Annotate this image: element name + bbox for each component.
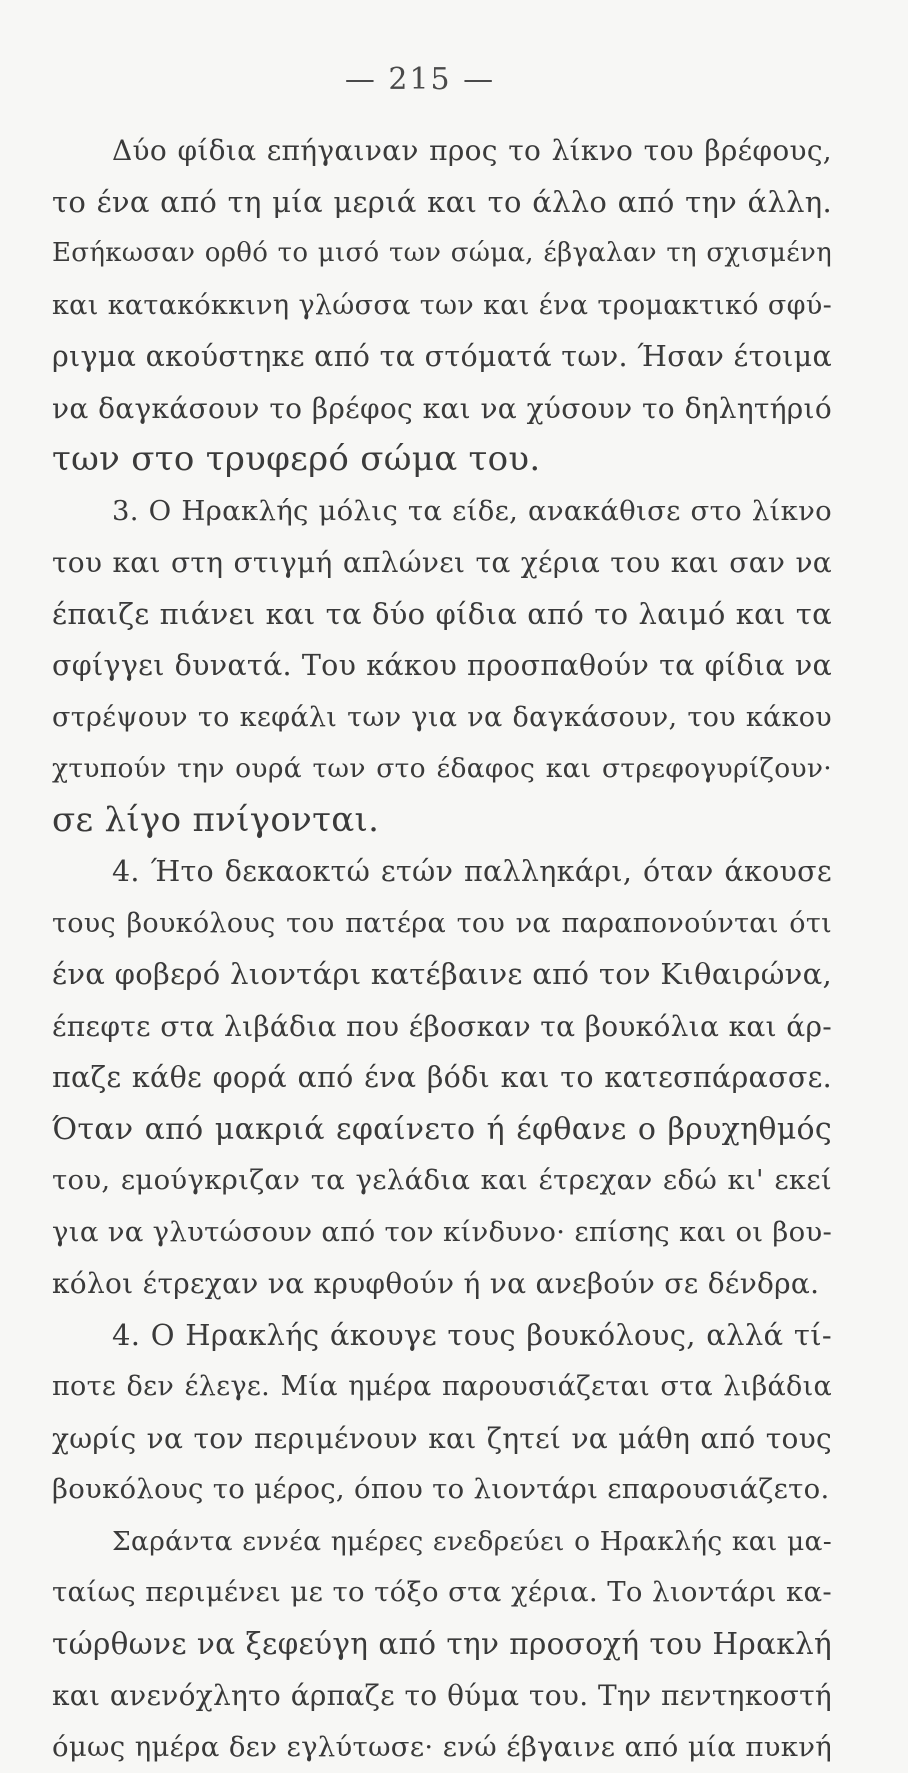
text-line: τους βουκόλους του πατέρα του να παραπονούνται ότι bbox=[52, 898, 832, 950]
text-line: Εσήκωσαν ορθό το μισό των σώμα, έβγαλαν τη σχισμένη bbox=[52, 228, 832, 280]
text-line: τώρθωνε να ξεφεύγη από την προσοχή του Ηρακλή bbox=[52, 1619, 832, 1671]
text-line: ένα φοβερό λιοντάρι κατέβαινε από τον Κιθαιρώνα, bbox=[52, 949, 832, 1001]
text-line: Σαράντα εννέα ημέρες ενεδρεύει ο Ηρακλής και μα- bbox=[52, 1516, 832, 1568]
text-line: έπαιζε πιάνει και τα δύο φίδια από το λαιμό και τα bbox=[52, 589, 832, 641]
page-number: — 215 — bbox=[0, 62, 840, 97]
text-line: του και στη στιγμή απλώνει τα χέρια του και σαν να bbox=[52, 537, 832, 589]
text-line: 4. Ο Ηρακλής άκουγε τους βουκόλους, αλλά τί- bbox=[52, 1310, 832, 1362]
text-line: 3. Ο Ηρακλής μόλις τα είδε, ανακάθισε στο λίκνο bbox=[52, 486, 832, 538]
text-line: χτυπούν την ουρά των στο έδαφος και στρεφογυρίζουν· bbox=[52, 743, 832, 795]
text-line: να δαγκάσουν το βρέφος και να χύσουν το δηλητήριό bbox=[52, 383, 832, 435]
text-line: όμως ημέρα δεν εγλύτωσε· ενώ έβγαινε από μία πυκνή bbox=[52, 1722, 832, 1773]
text-line: στρέψουν το κεφάλι των για να δαγκάσουν, του κάκου bbox=[52, 692, 832, 744]
text-line: το ένα από τη μία μεριά και το άλλο από την άλλη. bbox=[52, 177, 832, 229]
text-line: σε λίγο πνίγονται. bbox=[52, 795, 832, 847]
text-line: παζε κάθε φορά από ένα βόδι και το κατεσπάρασσε. bbox=[52, 1052, 832, 1104]
text-line: ριγμα ακούστηκε από τα στόματά των. Ήσαν έτοιμα bbox=[52, 331, 832, 383]
text-line: χωρίς να τον περιμένουν και ζητεί να μάθη από τους bbox=[52, 1413, 832, 1465]
text-line: Όταν από μακριά εφαίνετο ή έφθανε ο βρυχηθμός bbox=[52, 1104, 832, 1156]
text-line: 4. Ήτο δεκαοκτώ ετών παλληκάρι, όταν άκουσε bbox=[52, 846, 832, 898]
text-line: βουκόλους το μέρος, όπου το λιοντάρι επαρουσιάζετο. bbox=[52, 1464, 832, 1516]
text-line: και ανενόχλητο άρπαζε το θύμα του. Την πεντηκοστή bbox=[52, 1670, 832, 1722]
text-line: ταίως περιμένει με το τόξο στα χέρια. Το λιοντάρι κα- bbox=[52, 1567, 832, 1619]
text-line: ποτε δεν έλεγε. Μία ημέρα παρουσιάζεται στα λιβάδια bbox=[52, 1361, 832, 1413]
text-line: κόλοι έτρεχαν να κρυφθούν ή να ανεβούν σε δένδρα. bbox=[52, 1258, 832, 1310]
text-line: του, εμούγκριζαν τα γελάδια και έτρεχαν εδώ κι' εκεί bbox=[52, 1155, 832, 1207]
text-line: σφίγγει δυνατά. Του κάκου προσπαθούν τα φίδια να bbox=[52, 640, 832, 692]
text-line: έπεφτε στα λιβάδια που έβοσκαν τα βουκόλια και άρ- bbox=[52, 1001, 832, 1053]
text-line: και κατακόκκινη γλώσσα των και ένα τρομακτικό σφύ- bbox=[52, 280, 832, 332]
body-text bbox=[52, 125, 832, 1773]
text-line: για να γλυτώσουν από τον κίνδυνο· επίσης και οι βου- bbox=[52, 1207, 832, 1259]
text-line: των στο τρυφερό σώμα του. bbox=[52, 434, 832, 486]
text-line: Δύο φίδια επήγαιναν προς το λίκνο του βρέφους, bbox=[52, 125, 832, 177]
